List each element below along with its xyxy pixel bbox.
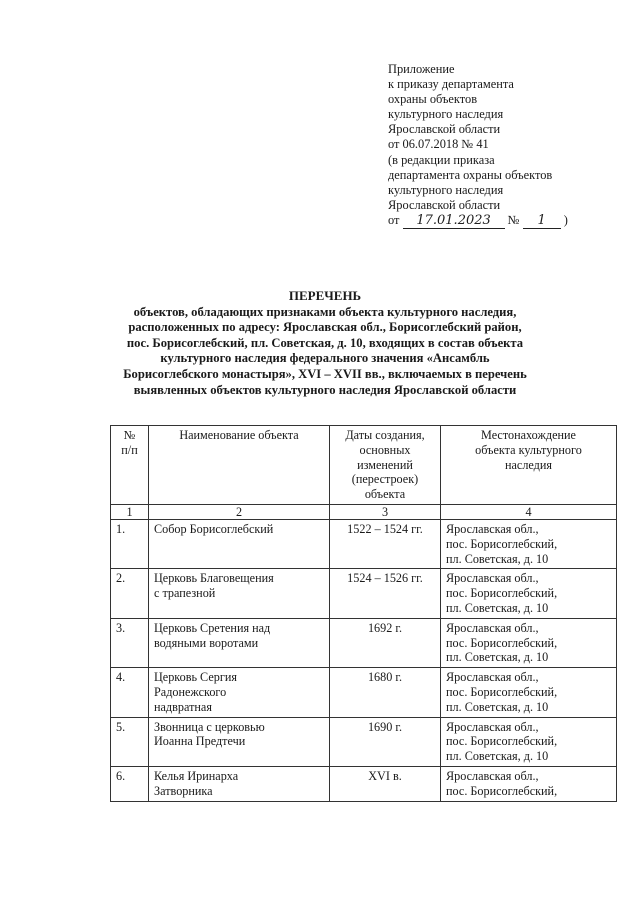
title-line: выявленных объектов культурного наследия Ярославской области — [133, 382, 517, 397]
object-name: Собор Борисоглебский — [149, 519, 330, 568]
object-location: Ярославская обл., пос. Борисоглебский, пл. Советская, д. 10 — [441, 717, 617, 766]
object-dates: 1524 – 1526 гг. — [330, 569, 441, 618]
title-line: объектов, обладающих признаками объекта культурного наследия, — [133, 304, 517, 319]
appendix-line: Ярославской области — [388, 122, 501, 137]
appendix-line: охраны объектов — [388, 92, 478, 107]
title-line: расположенных по адресу: Ярославская обл., Борисоглебский район, — [128, 320, 522, 335]
table-row — [111, 717, 617, 766]
header-location: Местонахождение объекта культурного наследия — [441, 426, 617, 505]
object-dates: 1680 г. — [330, 668, 441, 717]
table-row — [111, 618, 617, 667]
table-row — [111, 519, 617, 568]
appendix-line: от 06.07.2018 № 41 — [388, 137, 489, 152]
appendix-line: Приложение — [388, 62, 455, 76]
index-cell: 1 — [111, 504, 149, 519]
ref-number-label: № — [507, 212, 520, 227]
appendix-line: Ярославской области — [388, 197, 501, 212]
table-row — [111, 766, 617, 801]
table-row — [111, 569, 617, 618]
row-number: 1. — [111, 519, 149, 568]
table-header-row — [111, 426, 617, 505]
object-name: Звонница с церковью Иоанна Предтечи — [149, 717, 330, 766]
object-location: Ярославская обл., пос. Борисоглебский, — [441, 766, 617, 801]
index-cell: 3 — [330, 504, 441, 519]
object-location: Ярославская обл., пос. Борисоглебский, пл. Советская, д. 10 — [441, 668, 617, 717]
document-title — [90, 288, 560, 398]
object-dates: 1522 – 1524 гг. — [330, 519, 441, 568]
object-name: Церковь Сергия Радонежского надвратная — [149, 668, 330, 717]
title-main: ПЕРЕЧЕНЬ — [288, 288, 362, 303]
title-line: культурного наследия федерального значения «Ансамбль — [160, 351, 490, 366]
ref-close: ) — [563, 212, 568, 227]
appendix-line: к приказу департамента — [388, 77, 514, 92]
heritage-objects-table — [110, 425, 617, 802]
row-number: 6. — [111, 766, 149, 801]
row-number: 3. — [111, 618, 149, 667]
handwritten-number: 1 — [523, 213, 561, 229]
table-body — [111, 519, 617, 801]
object-dates: XVI в. — [330, 766, 441, 801]
appendix-line: культурного наследия — [388, 107, 504, 122]
object-name: Церковь Благовещения с трапезной — [149, 569, 330, 618]
object-dates: 1690 г. — [330, 717, 441, 766]
header-dates: Даты создания, основных изменений (перестроек) объекта — [330, 426, 441, 505]
object-dates: 1692 г. — [330, 618, 441, 667]
ref-prefix: от — [388, 212, 400, 227]
object-location: Ярославская обл., пос. Борисоглебский, пл. Советская, д. 10 — [441, 519, 617, 568]
object-name: Келья Иринарха Затворника — [149, 766, 330, 801]
header-num: № п/п — [111, 426, 149, 505]
appendix-line: департамента охраны объектов — [388, 167, 553, 182]
row-number: 5. — [111, 717, 149, 766]
handwritten-date: 17.01.2023 — [403, 213, 505, 229]
index-cell: 2 — [149, 504, 330, 519]
appendix-line: (в редакции приказа — [388, 152, 495, 167]
object-location: Ярославская обл., пос. Борисоглебский, пл. Советская, д. 10 — [441, 569, 617, 618]
header-name: Наименование объекта — [149, 426, 330, 505]
title-line: Борисоглебского монастыря», XVI – XVII вв., включаемых в перечень — [123, 366, 527, 381]
table-row — [111, 668, 617, 717]
amendment-reference — [388, 213, 628, 229]
column-index-row — [111, 504, 617, 519]
object-name: Церковь Сретения над водяными воротами — [149, 618, 330, 667]
title-line: пос. Борисоглебский, пл. Советская, д. 10, входящих в состав объекта — [126, 335, 524, 350]
row-number: 4. — [111, 668, 149, 717]
object-location: Ярославская обл., пос. Борисоглебский, пл. Советская, д. 10 — [441, 618, 617, 667]
appendix-block — [388, 62, 628, 229]
appendix-line: культурного наследия — [388, 182, 504, 197]
index-cell: 4 — [441, 504, 617, 519]
row-number: 2. — [111, 569, 149, 618]
